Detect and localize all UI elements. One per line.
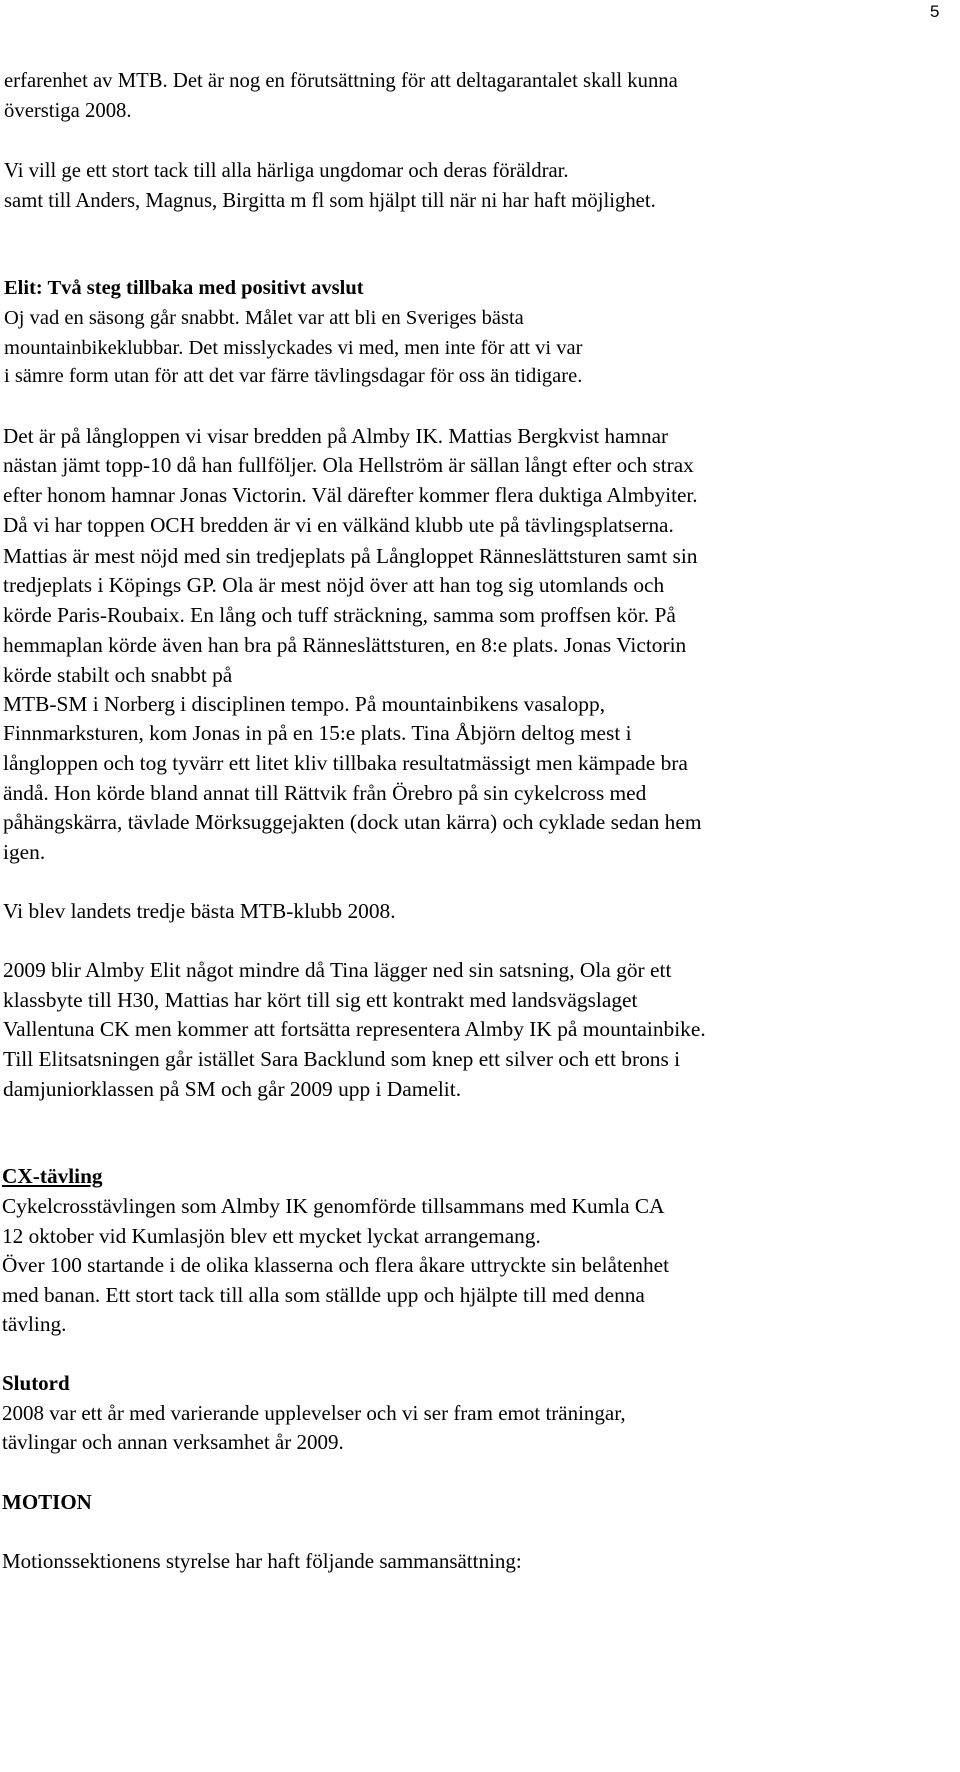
elite-paragraph-line: tredjeplats i Köpings GP. Ola är mest nöjd över att han tog sig utomlands och	[3, 573, 665, 597]
elite-paragraph-line: mountainbikeklubbar. Det misslyckades vi med, men inte för att vi var	[4, 337, 583, 359]
elite-paragraph-line: körde Paris-Roubaix. En lång och tuff sträckning, samma som proffsen kör. På	[3, 603, 676, 627]
elite-paragraph-line: i sämre form utan för att det var färre tävlingsdagar för oss än tidigare.	[4, 365, 583, 387]
elite-paragraph-line: 2009 blir Almby Elit något mindre då Tina lägger ned sin satsning, Ola gör ett	[3, 958, 672, 982]
motion-heading: MOTION	[2, 1490, 92, 1514]
elite-paragraph-line: Vallentuna CK men kommer att fortsätta representera Almby IK på mountainbike.	[3, 1017, 706, 1041]
elite-paragraph-line: efter honom hamnar Jonas Victorin. Väl därefter kommer flera duktiga Almbyiter.	[3, 483, 698, 507]
elite-heading: Elit: Två steg tillbaka med positivt avslut	[4, 277, 364, 299]
closing-paragraph-line: 2008 var ett år med varierande upplevelser och vi ser fram emot träningar,	[2, 1401, 626, 1425]
elite-paragraph-line: Det är på långloppen vi visar bredden på Almby IK. Mattias Bergkvist hamnar	[3, 424, 669, 448]
cx-heading: CX-tävling	[2, 1164, 103, 1188]
closing-paragraph-line: tävlingar och annan verksamhet år 2009.	[2, 1430, 344, 1454]
elite-paragraph-line: Mattias är mest nöjd med sin tredjeplats på Långloppet Rännеslättsturen samt sin	[3, 544, 698, 568]
page-number: 5	[930, 2, 940, 21]
elite-paragraph-line: Finnmarksturen, kom Jonas in på en 15:e plats. Tina Åbjörn deltog mest i	[3, 721, 632, 745]
elite-paragraph-line: igen.	[3, 840, 46, 864]
cx-paragraph-line: 12 oktober vid Kumlasjön blev ett mycket lyckat arrangemang.	[2, 1224, 541, 1248]
elite-paragraph-line: damjuniorklassen på SM och går 2009 upp i Damelit.	[3, 1077, 462, 1101]
elite-paragraph-line: ändå. Hon körde bland annat till Rättvik från Örebro på sin cykelcross med	[3, 781, 647, 805]
intro-line: överstiga 2008.	[4, 100, 132, 122]
elite-paragraph-line: Till Elitsatsningen går istället Sara Backlund som knep ett silver och ett brons i	[3, 1047, 681, 1071]
elite-paragraph-line: Oj vad en säsong går snabbt. Målet var att bli en Sveriges bästa	[4, 307, 524, 329]
elite-paragraph-line: körde stabilt och snabbt på	[3, 663, 233, 687]
cx-paragraph-line: tävling.	[2, 1312, 67, 1336]
thanks-line: samt till Anders, Magnus, Birgitta m fl som hjälpt till när ni har haft möjlighet.	[4, 190, 656, 212]
elite-paragraph-line: påhängskärra, tävlade Mörksuggejakten (dock utan kärra) och cyklade sedan hem	[3, 810, 702, 834]
elite-paragraph-line: Vi blev landets tredje bästa MTB-klubb 2008.	[3, 899, 396, 923]
closing-heading: Slutord	[2, 1371, 70, 1395]
elite-paragraph-line: nästan jämt topp-10 då han fullföljer. Ola Hellström är sällan långt efter och strax	[3, 453, 694, 477]
elite-paragraph-line: klassbyte till H30, Mattias har kört till sig ett kontrakt med landsvägslaget	[3, 988, 638, 1012]
elite-paragraph-line: hemmaplan körde även han bra på Rännеslättsturen, en 8:e plats. Jonas Victorin	[3, 633, 687, 657]
thanks-line: Vi vill ge ett stort tack till alla härliga ungdomar och deras föräldrar.	[4, 160, 569, 182]
elite-paragraph-line: långloppen och tog tyvärr ett litet kliv tillbaka resultatmässigt men kämpade bra	[3, 751, 688, 775]
cx-paragraph-line: Över 100 startande i de olika klasserna och flera åkare uttryckte sin belåtenhet	[2, 1253, 670, 1277]
motion-paragraph-line: Motionssektionens styrelse har haft följande sammansättning:	[2, 1549, 522, 1573]
elite-paragraph-line: Då vi har toppen OCH bredden är vi en välkänd klubb ute på tävlingsplatserna.	[3, 513, 674, 537]
elite-paragraph-line: MTB-SM i Norberg i disciplinen tempo. På mountainbikens vasalopp,	[3, 692, 606, 716]
intro-line: erfarenhet av MTB. Det är nog en förutsättning för att deltagarantalet skall kunna	[4, 70, 678, 92]
cx-paragraph-line: med banan. Ett stort tack till alla som ställde upp och hjälpte till med denna	[2, 1283, 645, 1307]
cx-paragraph-line: Cykelcrosstävlingen som Almby IK genomförde tillsammans med Kumla CA	[2, 1194, 665, 1218]
